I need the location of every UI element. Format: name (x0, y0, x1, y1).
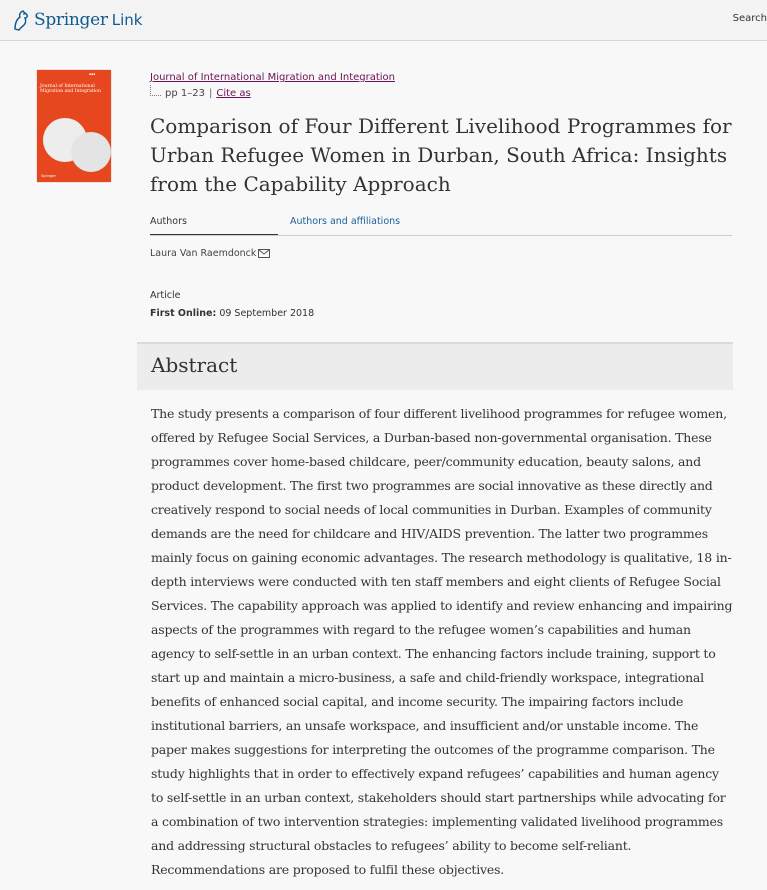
cite-as-link[interactable]: Cite as (216, 88, 251, 99)
first-online (150, 308, 314, 319)
logo-brand-text: Springer (34, 10, 108, 30)
abstract-text: The study presents a comparison of four different livelihood programmes for refugee women, offered by Refugee Social Services, a Durban-based non-governmental organisation. These programmes cover home-based childcare, peer/community education, beauty salons, and product development. The first two programmes are social innovative as these directly and creatively respond to social needs of local communities in Durban. Examples of community demands are the need for childcare and HIV/AIDS prevention. The latter two programmes mainly focus on gaining economic advantages. The research methodology is qualitative, 18 in-depth interviews were conducted with ten staff members and eight clients of Refugee Social Services. The capability approach was applied to identify and review enhancing and impairing aspects of the programmes with regard to the refugee women’s capabilities and human agency to self-settle in an urban context. The enhancing factors include training, support to start up and maintain a micro-business, a safe and child-friendly workspace, integrational benefits of enhanced social capital, and income security. The impairing factors include institutional barriers, an unsafe workspace, and insufficient and/or unstable income. The paper makes suggestions for interpreting the outcomes of the programme comparison. The study highlights that in order to effectively expand refugees’ capabilities and human agency to self-settle in an urban context, stakeholders should start partnerships while advocating for a combination of two intervention strategies: implementing validated livelihood programmes and addressing structural obstacles to refugees’ ability to become self-reliant. Recommendations are proposed to fulfil these objectives. (151, 406, 733, 877)
tab-authors[interactable]: Authors (150, 216, 278, 235)
springer-link-logo[interactable] (11, 8, 142, 32)
site-header (0, 0, 767, 41)
tab-authors-and-affiliations[interactable]: Authors and affiliations (290, 216, 401, 227)
tree-branch-icon (150, 85, 161, 96)
abstract-heading: Abstract (151, 353, 238, 377)
search-link[interactable]: Search (732, 13, 767, 24)
pages-line (150, 88, 251, 99)
journal-cover-image[interactable] (37, 70, 111, 182)
journal-link[interactable]: Journal of International Migration and Integration (150, 72, 396, 83)
article-title: Comparison of Four Different Livelihood Programmes for Urban Refugee Women in Durban, South Africa: Insights from the Capability Approach (150, 114, 732, 196)
cover-publisher-mark: Springer (41, 174, 56, 178)
cover-top-strip: ▪▪▪ (89, 72, 96, 76)
abstract-section-header (137, 342, 733, 390)
mail-icon[interactable] (258, 249, 270, 258)
springer-horse-icon (11, 9, 31, 31)
page-range: pp 1–23 (165, 88, 205, 99)
cover-journal-title: Journal of International Migration and Integration (40, 84, 101, 94)
logo-link-text: Link (111, 11, 143, 29)
authors-tabs (150, 216, 732, 236)
pages-separator: | (208, 88, 213, 99)
author-name[interactable]: Laura Van Raemdonck (150, 248, 257, 259)
first-online-label: First Online: (150, 308, 217, 319)
author-line (150, 248, 270, 259)
first-online-date: 09 September 2018 (219, 308, 315, 319)
article-type: Article (150, 290, 181, 301)
cover-circle-graphic (71, 132, 111, 172)
